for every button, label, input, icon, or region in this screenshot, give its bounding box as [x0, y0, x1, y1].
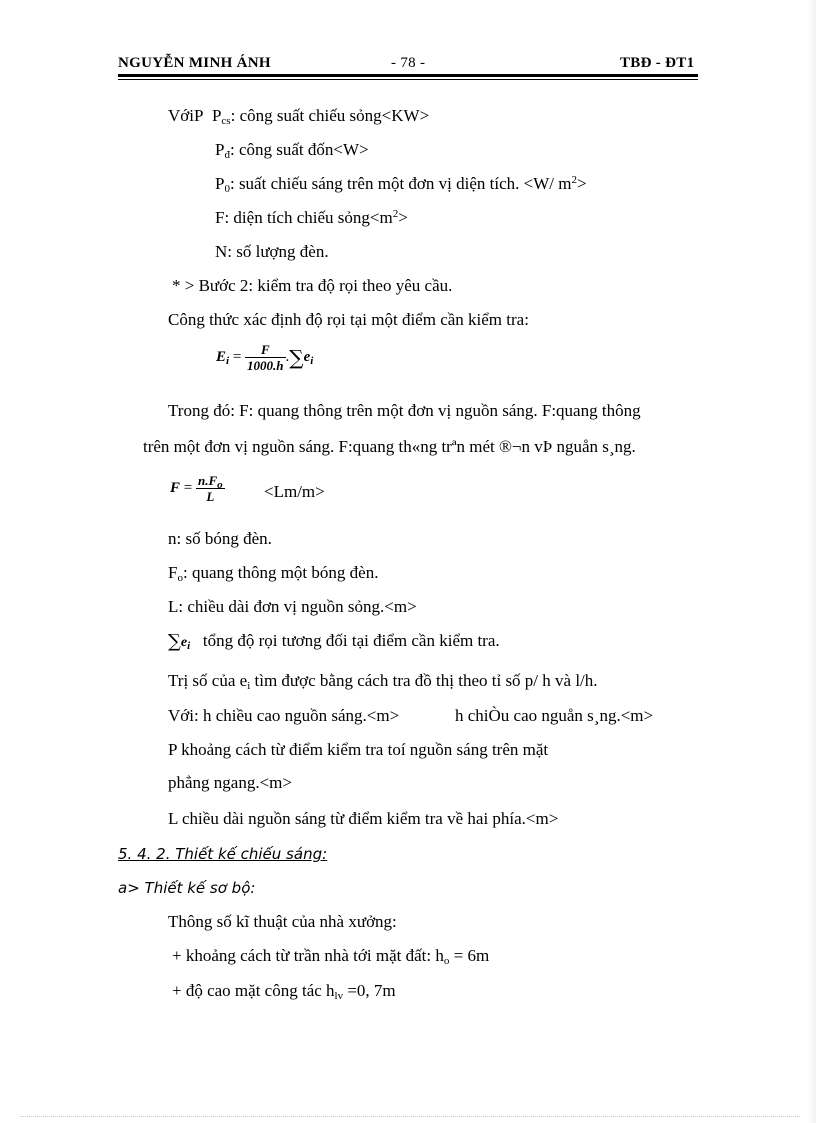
legend-n-line: N: số lượng đèn. [215, 242, 329, 261]
tri-so-post: tìm được bằng cách tra đồ thị theo tỉ số p/ h và l/h. [250, 671, 598, 690]
formula1-dot: . [285, 348, 290, 365]
def-sigma-term: e [180, 635, 188, 650]
p0-description: : suất chiếu sáng trên một đơn vị diện tích. <W/ m [229, 174, 572, 193]
formula1-lhs-sub: i [226, 354, 230, 367]
bullet-work-surface-height [172, 981, 396, 1001]
f-end: > [398, 208, 408, 227]
bullet-ceiling-height [172, 946, 489, 966]
formula1-sigma: ∑ [289, 345, 304, 370]
step2-line: * > Bước 2: kiểm tra độ rọi theo yêu cầu. [172, 276, 453, 295]
tri-so-line [168, 671, 598, 691]
formula1-numerator: F [245, 342, 285, 358]
f-superscript: 2 [392, 208, 399, 220]
bullet1-post: = 6m [449, 946, 490, 965]
formula2-unit: <Lm/m> [264, 482, 325, 501]
formula-illuminance [216, 342, 313, 373]
f-description: F: diện tích chiếu sỏng<m [215, 208, 393, 227]
formula2-numerator [196, 473, 225, 489]
bullet1-pre: + khoảng cách từ trần nhà tới mặt đất: h [172, 946, 444, 965]
page-bottom-divider [20, 1116, 800, 1117]
formula1-term: e [303, 348, 311, 365]
p0-superscript: 2 [571, 174, 577, 186]
header-page-number: - 78 - [391, 55, 426, 71]
def-l: L: chiều dài đơn vị nguồn sỏng.<m> [168, 597, 417, 616]
fo-subscript: o [177, 572, 183, 584]
p0-subscript: 0 [224, 183, 230, 195]
formula1-denominator: 1000.h [247, 358, 284, 373]
legend-pd-line [215, 140, 369, 160]
header-code: TBĐ - ĐT1 [620, 55, 695, 71]
def-fo [168, 563, 378, 583]
def-n: n: số bóng đèn. [168, 529, 272, 548]
pd-subscript: đ [224, 149, 230, 161]
formula-intro: Công thức xác định độ rọi tại một điểm cần kiểm tra: [168, 310, 529, 329]
tri-so-pre: Trị số của e [168, 671, 248, 690]
formula2-lhs: F [170, 479, 181, 496]
def-sigma [168, 631, 500, 653]
header-author: NGUYỄN MINH ÁNH [118, 55, 271, 71]
formula1-term-sub: i [310, 354, 314, 367]
voi-label: VớiP [168, 106, 204, 125]
formula2-eq: = [180, 479, 196, 496]
formula1-lhs: E [216, 348, 227, 365]
p0-end: > [576, 174, 587, 193]
formula2-denominator: L [206, 489, 215, 504]
p-line2: phẳng ngang.<m> [168, 773, 292, 792]
bullet2-pre: + độ cao mặt công tác h [172, 981, 335, 1000]
pcs-subscript: cs [221, 115, 231, 127]
def-sigma-symbol: ∑ [168, 631, 181, 653]
formula2-num-text: n.F [197, 473, 218, 488]
page-edge-shadow [808, 0, 816, 1123]
bullet2-post: =0, 7m [343, 981, 396, 1000]
header-rule [118, 74, 698, 80]
tri-so-sub: i [247, 680, 251, 692]
bullet2-sub: lv [334, 990, 344, 1002]
section-5-4-2-heading: 5. 4. 2. Thiết kế chiếu sáng: [118, 845, 328, 863]
trong-do-line2: trên một đơn vị nguồn sáng. F:quang th«ng trªn mét ®¬n vÞ nguån s¸ng. [143, 437, 636, 456]
formula2-num-sub: o [217, 479, 223, 491]
pcs-symbol: P [211, 106, 222, 125]
pcs-description: : công suất chiếu sỏng<KW> [230, 106, 430, 125]
pd-symbol: P [215, 140, 225, 159]
voi-h-a: Với: h chiều cao nguồn sáng.<m> [168, 706, 400, 725]
fo-symbol: F [168, 563, 178, 582]
def-sigma-sub: i [187, 640, 191, 652]
l-line: L chiều dài nguồn sáng từ điểm kiểm tra về hai phía.<m> [168, 809, 559, 828]
section-a-heading: a> Thiết kế sơ bộ: [118, 879, 256, 897]
formula1-eq: = [229, 348, 246, 365]
thong-so-line: Thông số kĩ thuật của nhà xưởng: [168, 912, 397, 931]
formula1-fraction [245, 342, 285, 373]
voi-h-b: h chiÒu cao nguån s¸ng.<m> [455, 706, 654, 725]
fo-description: : quang thông một bóng đèn. [182, 563, 379, 582]
bullet1-sub: o [443, 955, 450, 967]
def-sigma-description: tổng độ rọi tương đối tại điểm cần kiểm tra. [202, 631, 500, 650]
legend-f-line [215, 208, 408, 228]
trong-do-line1: Trong đó: F: quang thông trên một đơn vị nguồn sáng. F:quang thông [168, 401, 641, 420]
formula-flux [170, 473, 225, 504]
formula2-fraction [196, 473, 225, 504]
pd-description: : công suất đốn<W> [229, 140, 369, 159]
p0-symbol: P [215, 174, 225, 193]
legend-p0-line [215, 174, 587, 194]
p-line1: P khoảng cách từ điểm kiểm tra toí nguồn sáng trên mặt [168, 740, 549, 759]
legend-pcs-line [168, 106, 429, 126]
